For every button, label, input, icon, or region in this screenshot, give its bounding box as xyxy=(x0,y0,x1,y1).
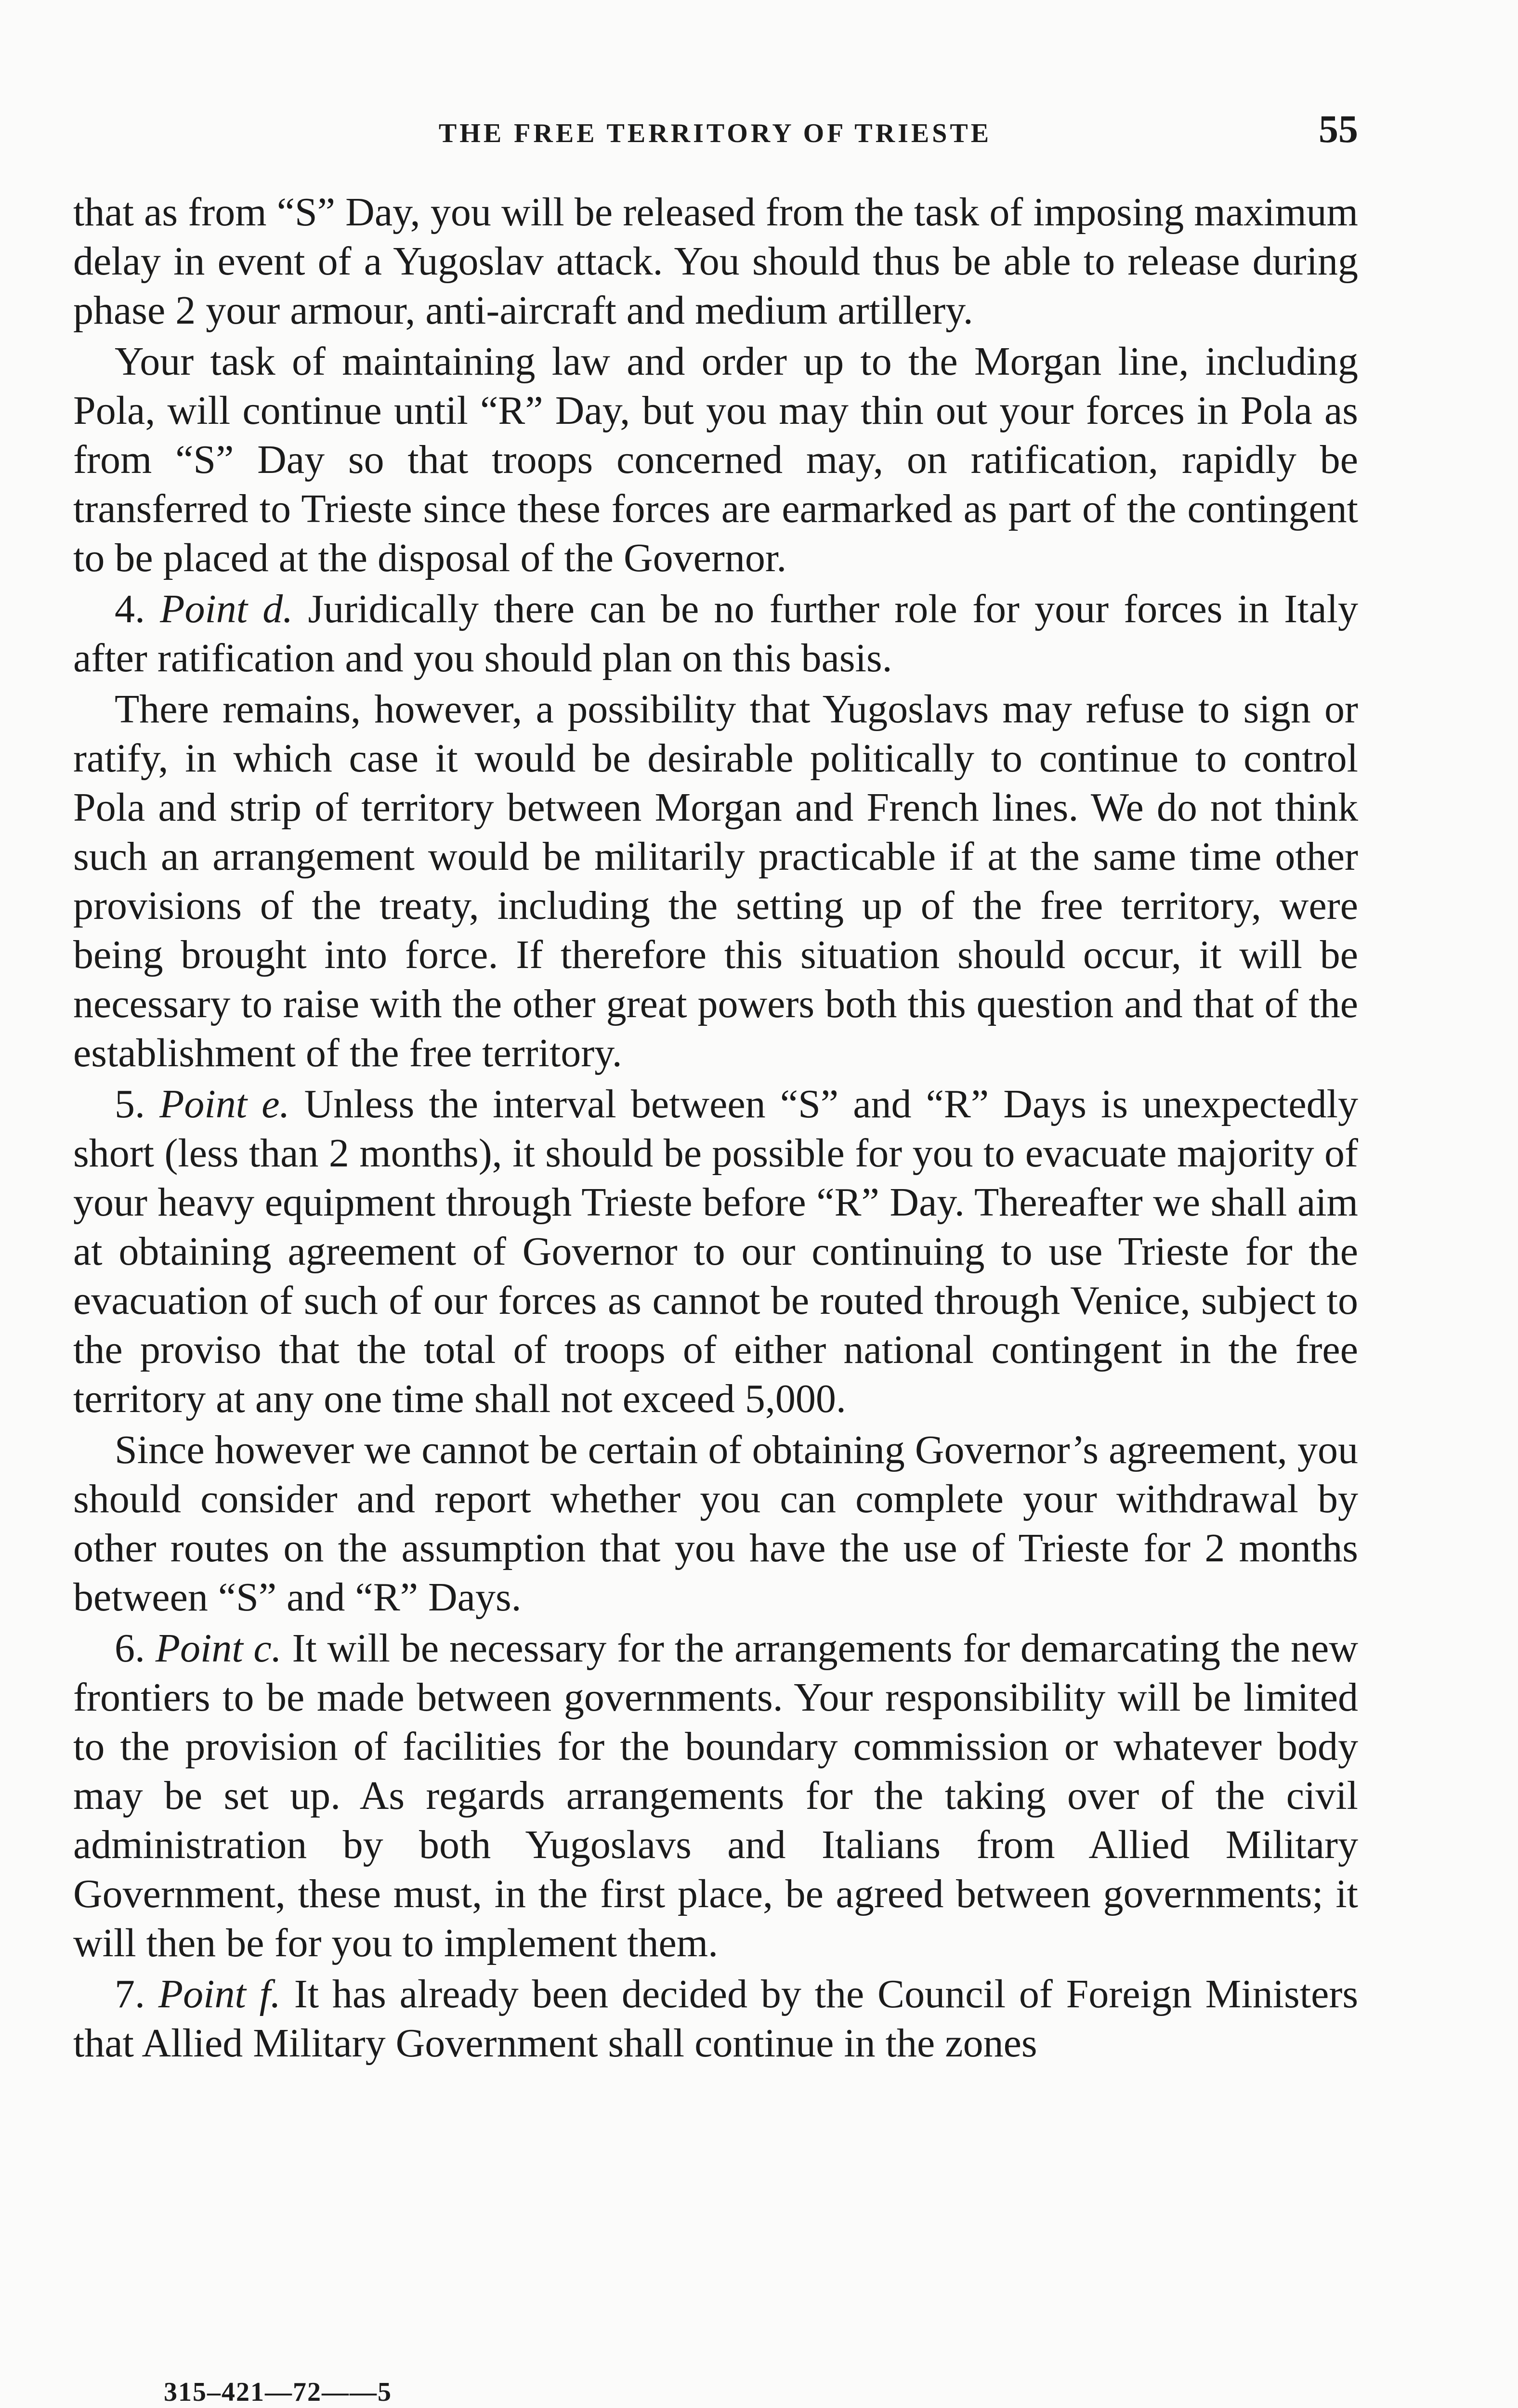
paragraph-number: 6. xyxy=(115,1626,145,1671)
paragraph-text: Unless the interval between “S” and “R” Days is unexpectedly short (less than 2 months), it should be possible for you to evacuate majority of your heavy equipment through Trieste before “R” Day. Thereafter we shall aim at obtaining agreement of Governor to our continuing to use Trieste for the evacuation of such of our forces as cannot be routed through Venice, subject to the proviso that the total of troops of either national contingent in the free territory at any one time shall not exceed 5,000. xyxy=(73,1082,1358,1421)
paragraph xyxy=(73,337,1358,583)
paragraph-text: Your task of maintaining law and order up to the Morgan line, including Pola, will continue until “R” Day, but you may thin out your forces in Pola as from “S” Day so that troops concerned may, on ratification, rapidly be transferred to Trieste since these forces are earmarked as part of the contingent to be placed at the disposal of the Governor. xyxy=(73,339,1358,580)
paragraph-number: 7. xyxy=(115,1972,145,2016)
paragraph-number: 4. xyxy=(115,587,145,631)
page-header xyxy=(72,104,1358,157)
paragraph-point-d xyxy=(73,585,1358,683)
point-label: Point d. xyxy=(160,587,293,631)
running-title: THE FREE TERRITORY OF TRIESTE xyxy=(438,118,992,148)
paragraph xyxy=(73,685,1358,1078)
paragraph-point-e xyxy=(73,1080,1358,1424)
paragraph xyxy=(73,1426,1358,1622)
paragraph-text: Since however we cannot be certain of obtaining Governor’s agreement, you should consider and report whether you can complete your withdrawal by other routes on the assumption that you have the use of Trieste for 2 months between “S” and “R” Days. xyxy=(73,1427,1358,1620)
paragraph xyxy=(73,188,1358,335)
paragraph-text: that as from “S” Day, you will be released from the task of imposing maximum delay in event of a Yugoslav attack. You should thus be able to release during phase 2 your armour, anti-aircraft and medium artillery. xyxy=(73,190,1358,333)
paragraph-text: Juridically there can be no further role for your forces in Italy after ratification and you should plan on this basis. xyxy=(73,587,1359,681)
paragraph-text: It has already been decided by the Council of Foreign Ministers that Allied Military Government shall continue in the zones xyxy=(73,1972,1359,2066)
body-text xyxy=(73,188,1358,2068)
point-label: Point c. xyxy=(155,1626,282,1671)
paragraph-text: It will be necessary for the arrangements for demarcating the new frontiers to be made between governments. Your responsibility will be limited to the provision of facilities for the boundary commission or whatever body may be set up. As regards arrangements for the taking over of the civil administration by both Yugoslavs and Italians from Allied Military Government, these must, in the first place, be agreed between governments; it will then be for you to implement them. xyxy=(73,1626,1358,1965)
point-label: Point f. xyxy=(158,1972,281,2016)
printer-signature: 315–421—72——5 xyxy=(164,2377,392,2407)
paragraph-number: 5. xyxy=(115,1082,145,1126)
paragraph-text: There remains, however, a possibility that Yugoslavs may refuse to sign or ratify, in which case it would be desirable politically to continue to control Pola and strip of territory between Morgan and French lines. We do not think such an arrangement would be militarily practicable if at the same time other provisions of the treaty, including the setting up of the free territory, were being brought into force. If therefore this situation should occur, it will be necessary to raise with the other great powers both this question and that of the establishment of the free territory. xyxy=(73,687,1358,1075)
paragraph-point-f xyxy=(73,1970,1358,2068)
page-number: 55 xyxy=(1319,107,1358,151)
point-label: Point e. xyxy=(159,1082,290,1126)
paragraph-point-c xyxy=(73,1624,1358,1968)
